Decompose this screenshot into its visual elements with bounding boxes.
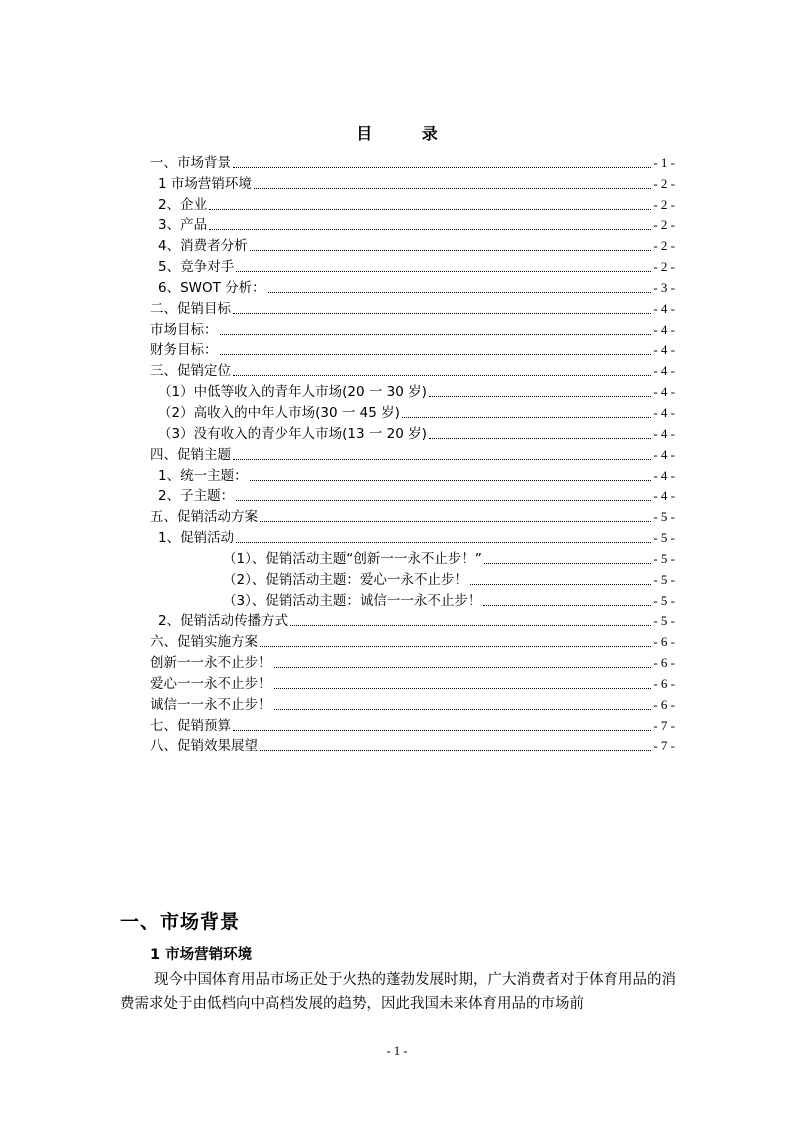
toc-entry[interactable]	[150, 567, 675, 588]
toc-dot-leader	[250, 480, 652, 481]
toc-entry[interactable]	[150, 213, 675, 234]
toc-dot-leader	[220, 334, 652, 335]
toc-entry-page: - 5 -	[653, 530, 675, 546]
toc-entry-page: - 7 -	[653, 717, 675, 733]
toc-entry[interactable]	[150, 192, 675, 213]
toc-entry[interactable]	[150, 379, 675, 400]
toc-entry-text: （2）高收入的中年人市场(30 一 45 岁)	[158, 404, 400, 421]
toc-entry-page: - 6 -	[653, 634, 675, 650]
toc-entry-text: 四、促销主题	[150, 446, 231, 463]
toc-entry-page: - 5 -	[653, 571, 675, 587]
toc-entry-page: - 2 -	[653, 259, 675, 275]
toc-entry[interactable]	[150, 400, 675, 421]
toc-dot-leader	[209, 229, 651, 230]
toc-dot-leader	[236, 542, 651, 543]
toc-entry-page: - 4 -	[653, 425, 675, 441]
toc-entry[interactable]	[150, 588, 675, 609]
toc-dot-leader	[268, 292, 652, 293]
toc-entry-text: 爱心一一永不止步！	[150, 675, 272, 692]
toc-entry[interactable]	[150, 609, 675, 630]
toc-entry[interactable]	[150, 546, 675, 567]
toc-entry-page: - 2 -	[653, 175, 675, 191]
toc-entry[interactable]	[150, 671, 675, 692]
toc-dot-leader	[429, 396, 651, 397]
toc-entry[interactable]	[150, 254, 675, 275]
toc-entry[interactable]	[150, 275, 675, 296]
toc-dot-leader	[250, 250, 652, 251]
body-paragraph: 现今中国体育用品市场正处于火热的蓬勃发展时期，广大消费者对于体育用品的消费需求处于由低档向中高档发展的趋势，因此我国未来体育用品的市场前	[120, 972, 676, 1012]
toc-dot-leader	[274, 667, 652, 668]
toc-entry-page: - 7 -	[653, 738, 675, 754]
toc-entry[interactable]	[150, 171, 675, 192]
toc-entry-page: - 5 -	[653, 509, 675, 525]
toc-dot-leader	[260, 521, 651, 522]
toc-entry-text: 1、促销活动	[158, 530, 235, 547]
toc-title: 目 录	[356, 124, 460, 143]
toc-entry[interactable]	[150, 629, 675, 650]
toc-entry-text: 2、促销活动传播方式	[158, 613, 289, 630]
toc-dot-leader	[429, 438, 651, 439]
toc-entry-page: - 5 -	[653, 592, 675, 608]
toc-entry-page: - 4 -	[653, 488, 675, 504]
toc-entry-page: - 4 -	[653, 384, 675, 400]
toc-entry-text: （2）、促销活动主题：爱心一永不止步！	[223, 571, 468, 588]
toc-entry-page: - 2 -	[653, 217, 675, 233]
toc-entry-text: （1）、促销活动主题“创新一一永不止步！”	[223, 550, 482, 567]
toc-entry[interactable]	[150, 463, 675, 484]
toc-entry-page: - 5 -	[653, 550, 675, 566]
toc-entry-text: （3）、促销活动主题：诚信一一永不止步！	[223, 592, 482, 609]
toc-entry-text: 二、促销目标	[150, 300, 231, 317]
toc-entry[interactable]	[150, 692, 675, 713]
toc-entry[interactable]	[150, 296, 675, 317]
toc-entry[interactable]	[150, 525, 675, 546]
toc-entry[interactable]	[150, 504, 675, 525]
toc-entry-page: - 4 -	[653, 363, 675, 379]
toc-entry-text: 三、促销定位	[150, 363, 231, 380]
toc-dot-leader	[484, 563, 652, 564]
toc-dot-leader	[233, 313, 651, 314]
toc-entry-text: 一、市场背景	[150, 154, 231, 171]
toc-entry-page: - 6 -	[653, 655, 675, 671]
toc-entry[interactable]	[150, 713, 675, 734]
toc-entry-page: - 2 -	[653, 196, 675, 212]
toc-entry-text: 创新一一永不止步！	[150, 655, 272, 672]
toc-dot-leader	[236, 500, 651, 501]
toc-entry-text: 2、企业	[158, 196, 208, 213]
toc-entry-page: - 2 -	[653, 238, 675, 254]
toc-dot-leader	[402, 417, 651, 418]
page-number: - 1 -	[386, 1044, 408, 1058]
toc-entry-text: （1）中低等收入的青年人市场(20 一 30 岁)	[158, 384, 427, 401]
section-subheading: 1 市场营销环境	[150, 947, 253, 963]
toc-entry-text: 七、促销预算	[150, 717, 231, 734]
toc-entry-text: 4、消费者分析	[158, 238, 248, 255]
toc-dot-leader	[260, 646, 651, 647]
toc-dot-leader	[220, 354, 652, 355]
toc-dot-leader	[483, 605, 651, 606]
toc-entry[interactable]	[150, 233, 675, 254]
toc-entry-text: 八、促销效果展望	[150, 738, 258, 755]
section-heading: 一、市场背景	[120, 911, 241, 933]
toc-dot-leader	[254, 188, 651, 189]
toc-dot-leader	[233, 730, 651, 731]
toc-dot-leader	[470, 584, 651, 585]
toc-entry-text: 5、竞争对手	[158, 259, 235, 276]
toc-entry-text: 财务目标：	[150, 342, 218, 359]
toc-entry[interactable]	[150, 150, 675, 171]
toc-dot-leader	[233, 375, 651, 376]
toc-entry-page: - 6 -	[653, 675, 675, 691]
toc-entry-text: 1、统一主题：	[158, 467, 248, 484]
toc-entry-page: - 4 -	[653, 467, 675, 483]
toc-entry-page: - 4 -	[653, 404, 675, 420]
toc-entry-text: 五、促销活动方案	[150, 509, 258, 526]
toc-entry[interactable]	[150, 338, 675, 359]
toc-dot-leader	[274, 709, 652, 710]
toc-entry[interactable]	[150, 358, 675, 379]
toc-dot-leader	[274, 688, 652, 689]
toc-entry-text: 6、SWOT 分析：	[158, 279, 266, 296]
toc-dot-leader	[209, 209, 651, 210]
toc-entry-page: - 4 -	[653, 446, 675, 462]
toc-entry-page: - 4 -	[653, 321, 675, 337]
toc-entry-text: 3、产品	[158, 217, 208, 234]
toc-dot-leader	[290, 625, 651, 626]
toc-entry-text: 1 市场营销环境	[158, 175, 252, 192]
toc-dot-leader	[233, 459, 651, 460]
toc-entry[interactable]	[150, 442, 675, 463]
toc-entry-page: - 4 -	[653, 300, 675, 316]
toc-dot-leader	[260, 750, 651, 751]
toc-dot-leader	[236, 271, 651, 272]
toc-entry[interactable]	[150, 317, 675, 338]
table-of-contents	[150, 150, 675, 754]
toc-entry-page: - 3 -	[653, 279, 675, 295]
toc-entry-page: - 5 -	[653, 613, 675, 629]
toc-entry-text: 诚信一一永不止步！	[150, 696, 272, 713]
toc-entry[interactable]	[150, 734, 675, 755]
toc-entry[interactable]	[150, 650, 675, 671]
toc-entry[interactable]	[150, 421, 675, 442]
toc-dot-leader	[233, 167, 651, 168]
toc-entry-text: （3）没有收入的青少年人市场(13 一 20 岁)	[158, 425, 427, 442]
toc-entry-page: - 6 -	[653, 696, 675, 712]
toc-entry-page: - 1 -	[653, 154, 675, 170]
toc-entry-text: 六、促销实施方案	[150, 634, 258, 651]
toc-entry-page: - 4 -	[653, 342, 675, 358]
toc-entry-text: 2、子主题：	[158, 488, 235, 505]
toc-entry[interactable]	[150, 484, 675, 505]
toc-entry-text: 市场目标：	[150, 321, 218, 338]
